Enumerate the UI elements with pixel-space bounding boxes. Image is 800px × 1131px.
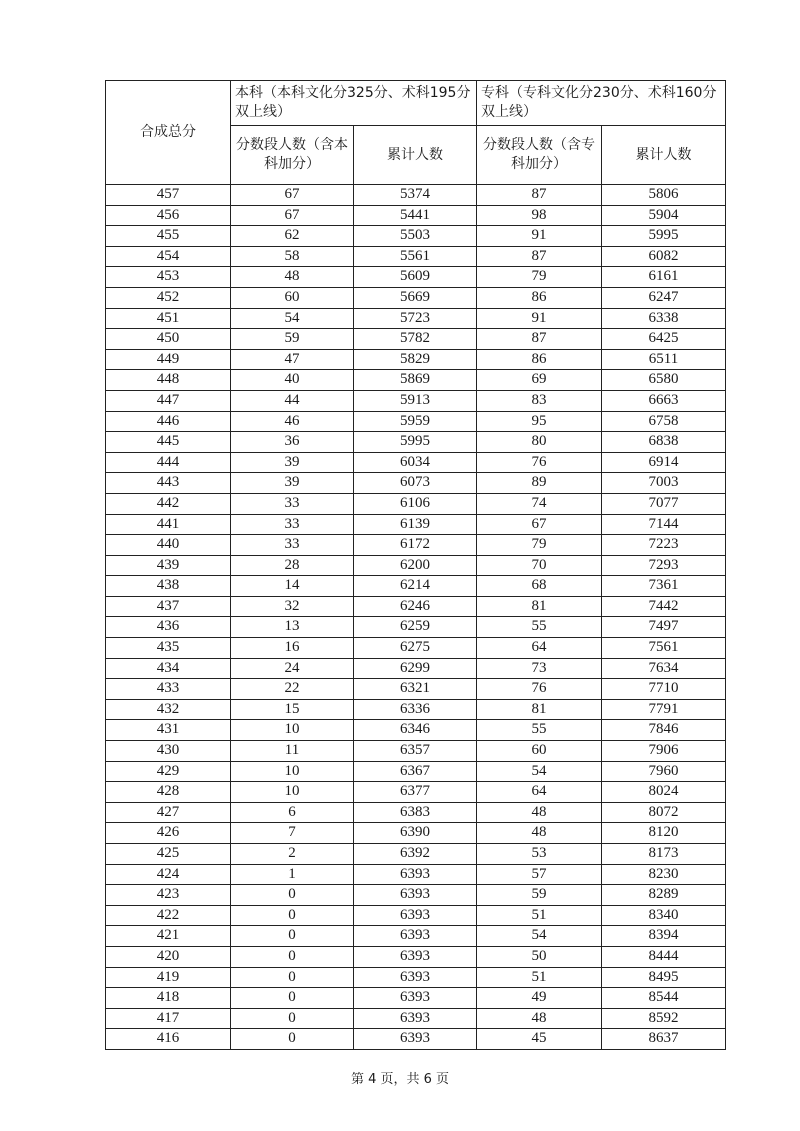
benke-segment-cell: 2	[231, 844, 354, 865]
table-row	[106, 226, 726, 247]
total-score-cell: 441	[106, 514, 231, 535]
total-score-cell: 433	[106, 679, 231, 700]
zhuanke-segment-cell: 45	[477, 1029, 602, 1050]
benke-segment-cell: 14	[231, 576, 354, 597]
zhuanke-segment-cell: 73	[477, 658, 602, 679]
benke-segment-cell: 46	[231, 411, 354, 432]
zhuanke-segment-cell: 87	[477, 246, 602, 267]
zhuanke-cumulative-cell: 8289	[602, 885, 726, 906]
zhuanke-segment-cell: 53	[477, 844, 602, 865]
zhuanke-cumulative-cell: 8024	[602, 782, 726, 803]
zhuanke-cumulative-cell: 7003	[602, 473, 726, 494]
table-row	[106, 246, 726, 267]
table-row	[106, 699, 726, 720]
table-row	[106, 720, 726, 741]
total-score-cell: 443	[106, 473, 231, 494]
benke-segment-cell: 59	[231, 329, 354, 350]
benke-cumulative-cell: 6392	[354, 844, 477, 865]
zhuanke-cumulative-cell: 8230	[602, 864, 726, 885]
table-row	[106, 349, 726, 370]
zhuanke-cumulative-cell: 7846	[602, 720, 726, 741]
table-row	[106, 370, 726, 391]
benke-segment-cell: 60	[231, 287, 354, 308]
benke-segment-cell: 40	[231, 370, 354, 391]
zhuanke-segment-cell: 79	[477, 267, 602, 288]
total-score-cell: 451	[106, 308, 231, 329]
total-score-cell: 420	[106, 946, 231, 967]
benke-segment-cell: 28	[231, 555, 354, 576]
header-zhuanke-segment: 分数段人数（含专科加分）	[477, 126, 602, 185]
total-score-cell: 445	[106, 432, 231, 453]
zhuanke-cumulative-cell: 7960	[602, 761, 726, 782]
page-footer: 第 4 页，共 6 页	[350, 1072, 450, 1087]
zhuanke-segment-cell: 51	[477, 905, 602, 926]
benke-cumulative-cell: 6393	[354, 926, 477, 947]
total-score-cell: 444	[106, 452, 231, 473]
zhuanke-segment-cell: 83	[477, 390, 602, 411]
table-row	[106, 452, 726, 473]
benke-segment-cell: 33	[231, 493, 354, 514]
zhuanke-segment-cell: 57	[477, 864, 602, 885]
zhuanke-segment-cell: 79	[477, 535, 602, 556]
total-score-cell: 448	[106, 370, 231, 391]
zhuanke-cumulative-cell: 7710	[602, 679, 726, 700]
zhuanke-cumulative-cell: 8120	[602, 823, 726, 844]
zhuanke-segment-cell: 81	[477, 699, 602, 720]
total-score-cell: 430	[106, 741, 231, 762]
zhuanke-segment-cell: 76	[477, 679, 602, 700]
table-row	[106, 782, 726, 803]
benke-cumulative-cell: 6346	[354, 720, 477, 741]
benke-segment-cell: 62	[231, 226, 354, 247]
benke-cumulative-cell: 6393	[354, 967, 477, 988]
benke-cumulative-cell: 5441	[354, 205, 477, 226]
benke-cumulative-cell: 6383	[354, 802, 477, 823]
benke-segment-cell: 15	[231, 699, 354, 720]
zhuanke-cumulative-cell: 7293	[602, 555, 726, 576]
table-row	[106, 555, 726, 576]
table-header	[106, 81, 726, 185]
benke-cumulative-cell: 6393	[354, 1029, 477, 1050]
table-row	[106, 617, 726, 638]
benke-cumulative-cell: 5959	[354, 411, 477, 432]
zhuanke-cumulative-cell: 6838	[602, 432, 726, 453]
benke-cumulative-cell: 6393	[354, 885, 477, 906]
benke-cumulative-cell: 6357	[354, 741, 477, 762]
benke-cumulative-cell: 6034	[354, 452, 477, 473]
benke-segment-cell: 67	[231, 205, 354, 226]
zhuanke-cumulative-cell: 8592	[602, 1008, 726, 1029]
table-row	[106, 679, 726, 700]
total-score-cell: 457	[106, 185, 231, 206]
benke-segment-cell: 0	[231, 926, 354, 947]
zhuanke-segment-cell: 70	[477, 555, 602, 576]
zhuanke-cumulative-cell: 5806	[602, 185, 726, 206]
total-score-cell: 417	[106, 1008, 231, 1029]
zhuanke-segment-cell: 49	[477, 988, 602, 1009]
benke-segment-cell: 33	[231, 535, 354, 556]
benke-segment-cell: 13	[231, 617, 354, 638]
benke-cumulative-cell: 6393	[354, 988, 477, 1009]
benke-segment-cell: 10	[231, 782, 354, 803]
total-score-cell: 452	[106, 287, 231, 308]
zhuanke-cumulative-cell: 8340	[602, 905, 726, 926]
total-score-cell: 440	[106, 535, 231, 556]
total-score-cell: 422	[106, 905, 231, 926]
table-row	[106, 1008, 726, 1029]
benke-cumulative-cell: 6073	[354, 473, 477, 494]
zhuanke-cumulative-cell: 8495	[602, 967, 726, 988]
benke-cumulative-cell: 6172	[354, 535, 477, 556]
table-row	[106, 432, 726, 453]
zhuanke-segment-cell: 50	[477, 946, 602, 967]
benke-cumulative-cell: 6200	[354, 555, 477, 576]
table-row	[106, 596, 726, 617]
zhuanke-cumulative-cell: 7497	[602, 617, 726, 638]
total-score-cell: 423	[106, 885, 231, 906]
header-zhuanke-group: 专科（专科文化分230分、术科160分双上线）	[477, 81, 726, 126]
zhuanke-cumulative-cell: 7361	[602, 576, 726, 597]
total-score-cell: 435	[106, 638, 231, 659]
benke-segment-cell: 0	[231, 1029, 354, 1050]
benke-segment-cell: 32	[231, 596, 354, 617]
zhuanke-segment-cell: 86	[477, 349, 602, 370]
total-score-cell: 419	[106, 967, 231, 988]
benke-cumulative-cell: 6367	[354, 761, 477, 782]
benke-segment-cell: 0	[231, 885, 354, 906]
zhuanke-segment-cell: 64	[477, 782, 602, 803]
benke-cumulative-cell: 5561	[354, 246, 477, 267]
zhuanke-segment-cell: 80	[477, 432, 602, 453]
benke-cumulative-cell: 5609	[354, 267, 477, 288]
total-score-cell: 427	[106, 802, 231, 823]
zhuanke-segment-cell: 55	[477, 720, 602, 741]
table-row	[106, 741, 726, 762]
benke-segment-cell: 67	[231, 185, 354, 206]
total-score-cell: 436	[106, 617, 231, 638]
table-body	[106, 185, 726, 1050]
table-row	[106, 473, 726, 494]
benke-segment-cell: 11	[231, 741, 354, 762]
benke-segment-cell: 24	[231, 658, 354, 679]
benke-segment-cell: 36	[231, 432, 354, 453]
zhuanke-cumulative-cell: 8173	[602, 844, 726, 865]
zhuanke-cumulative-cell: 6425	[602, 329, 726, 350]
benke-cumulative-cell: 5869	[354, 370, 477, 391]
benke-segment-cell: 22	[231, 679, 354, 700]
benke-cumulative-cell: 6393	[354, 1008, 477, 1029]
total-score-cell: 447	[106, 390, 231, 411]
table-row	[106, 967, 726, 988]
zhuanke-cumulative-cell: 7906	[602, 741, 726, 762]
total-score-cell: 456	[106, 205, 231, 226]
benke-segment-cell: 54	[231, 308, 354, 329]
zhuanke-segment-cell: 68	[477, 576, 602, 597]
total-score-cell: 428	[106, 782, 231, 803]
benke-cumulative-cell: 5913	[354, 390, 477, 411]
zhuanke-cumulative-cell: 6580	[602, 370, 726, 391]
benke-segment-cell: 10	[231, 761, 354, 782]
header-benke-group: 本科（本科文化分325分、术科195分双上线）	[231, 81, 477, 126]
total-score-cell: 438	[106, 576, 231, 597]
table-row	[106, 844, 726, 865]
benke-cumulative-cell: 5503	[354, 226, 477, 247]
total-score-cell: 416	[106, 1029, 231, 1050]
zhuanke-cumulative-cell: 8444	[602, 946, 726, 967]
total-score-cell: 442	[106, 493, 231, 514]
zhuanke-segment-cell: 55	[477, 617, 602, 638]
zhuanke-segment-cell: 64	[477, 638, 602, 659]
table-row	[106, 329, 726, 350]
total-score-cell: 437	[106, 596, 231, 617]
total-score-cell: 425	[106, 844, 231, 865]
benke-cumulative-cell: 5669	[354, 287, 477, 308]
benke-cumulative-cell: 6336	[354, 699, 477, 720]
zhuanke-cumulative-cell: 7223	[602, 535, 726, 556]
benke-cumulative-cell: 6393	[354, 864, 477, 885]
table-row	[106, 761, 726, 782]
total-score-cell: 432	[106, 699, 231, 720]
total-score-cell: 421	[106, 926, 231, 947]
total-score-cell: 431	[106, 720, 231, 741]
zhuanke-segment-cell: 81	[477, 596, 602, 617]
benke-cumulative-cell: 6299	[354, 658, 477, 679]
benke-segment-cell: 0	[231, 967, 354, 988]
benke-segment-cell: 16	[231, 638, 354, 659]
table-row	[106, 411, 726, 432]
table-row	[106, 267, 726, 288]
benke-segment-cell: 10	[231, 720, 354, 741]
zhuanke-cumulative-cell: 7144	[602, 514, 726, 535]
benke-segment-cell: 0	[231, 905, 354, 926]
table-row	[106, 926, 726, 947]
zhuanke-cumulative-cell: 7561	[602, 638, 726, 659]
total-score-cell: 426	[106, 823, 231, 844]
zhuanke-segment-cell: 74	[477, 493, 602, 514]
zhuanke-cumulative-cell: 6914	[602, 452, 726, 473]
zhuanke-segment-cell: 48	[477, 823, 602, 844]
total-score-cell: 424	[106, 864, 231, 885]
zhuanke-segment-cell: 87	[477, 329, 602, 350]
total-score-cell: 453	[106, 267, 231, 288]
benke-cumulative-cell: 5829	[354, 349, 477, 370]
table-row	[106, 287, 726, 308]
table-row	[106, 535, 726, 556]
table-row	[106, 885, 726, 906]
benke-cumulative-cell: 6259	[354, 617, 477, 638]
benke-segment-cell: 44	[231, 390, 354, 411]
zhuanke-segment-cell: 98	[477, 205, 602, 226]
benke-cumulative-cell: 5723	[354, 308, 477, 329]
zhuanke-segment-cell: 86	[477, 287, 602, 308]
benke-segment-cell: 58	[231, 246, 354, 267]
header-benke-cumulative: 累计人数	[354, 126, 477, 185]
total-score-cell: 455	[106, 226, 231, 247]
zhuanke-cumulative-cell: 7442	[602, 596, 726, 617]
table-row	[106, 658, 726, 679]
zhuanke-segment-cell: 69	[477, 370, 602, 391]
zhuanke-segment-cell: 48	[477, 1008, 602, 1029]
benke-segment-cell: 0	[231, 946, 354, 967]
zhuanke-segment-cell: 54	[477, 926, 602, 947]
benke-cumulative-cell: 6106	[354, 493, 477, 514]
benke-segment-cell: 39	[231, 452, 354, 473]
table-row	[106, 1029, 726, 1050]
table-row	[106, 988, 726, 1009]
zhuanke-cumulative-cell: 6161	[602, 267, 726, 288]
table-row	[106, 205, 726, 226]
zhuanke-segment-cell: 91	[477, 226, 602, 247]
zhuanke-cumulative-cell: 6082	[602, 246, 726, 267]
zhuanke-segment-cell: 87	[477, 185, 602, 206]
zhuanke-cumulative-cell: 8072	[602, 802, 726, 823]
header-total-score: 合成总分	[106, 81, 231, 185]
benke-segment-cell: 33	[231, 514, 354, 535]
zhuanke-cumulative-cell: 8637	[602, 1029, 726, 1050]
benke-cumulative-cell: 6393	[354, 946, 477, 967]
table-row	[106, 390, 726, 411]
total-score-cell: 429	[106, 761, 231, 782]
benke-segment-cell: 0	[231, 988, 354, 1009]
table-row	[106, 185, 726, 206]
zhuanke-cumulative-cell: 7791	[602, 699, 726, 720]
total-score-cell: 439	[106, 555, 231, 576]
benke-segment-cell: 6	[231, 802, 354, 823]
table-row	[106, 514, 726, 535]
zhuanke-segment-cell: 59	[477, 885, 602, 906]
table-row	[106, 864, 726, 885]
zhuanke-cumulative-cell: 5995	[602, 226, 726, 247]
table-row	[106, 802, 726, 823]
table-row	[106, 493, 726, 514]
zhuanke-segment-cell: 95	[477, 411, 602, 432]
benke-cumulative-cell: 6393	[354, 905, 477, 926]
benke-cumulative-cell: 6377	[354, 782, 477, 803]
zhuanke-segment-cell: 54	[477, 761, 602, 782]
table-row	[106, 946, 726, 967]
benke-cumulative-cell: 6390	[354, 823, 477, 844]
zhuanke-cumulative-cell: 8394	[602, 926, 726, 947]
zhuanke-cumulative-cell: 6511	[602, 349, 726, 370]
zhuanke-cumulative-cell: 6338	[602, 308, 726, 329]
benke-cumulative-cell: 5374	[354, 185, 477, 206]
header-zhuanke-cumulative: 累计人数	[602, 126, 726, 185]
benke-segment-cell: 47	[231, 349, 354, 370]
zhuanke-segment-cell: 76	[477, 452, 602, 473]
zhuanke-segment-cell: 91	[477, 308, 602, 329]
zhuanke-cumulative-cell: 8544	[602, 988, 726, 1009]
benke-segment-cell: 1	[231, 864, 354, 885]
table-row	[106, 308, 726, 329]
benke-cumulative-cell: 6321	[354, 679, 477, 700]
benke-cumulative-cell: 6275	[354, 638, 477, 659]
zhuanke-cumulative-cell: 7634	[602, 658, 726, 679]
benke-cumulative-cell: 6214	[354, 576, 477, 597]
zhuanke-segment-cell: 48	[477, 802, 602, 823]
total-score-cell: 454	[106, 246, 231, 267]
benke-segment-cell: 39	[231, 473, 354, 494]
zhuanke-segment-cell: 89	[477, 473, 602, 494]
zhuanke-cumulative-cell: 6758	[602, 411, 726, 432]
header-benke-segment: 分数段人数（含本科加分）	[231, 126, 354, 185]
table-row	[106, 576, 726, 597]
total-score-cell: 434	[106, 658, 231, 679]
score-distribution-table	[105, 80, 726, 1050]
table-row	[106, 638, 726, 659]
table-row	[106, 905, 726, 926]
total-score-cell: 449	[106, 349, 231, 370]
zhuanke-segment-cell: 51	[477, 967, 602, 988]
total-score-cell: 446	[106, 411, 231, 432]
benke-cumulative-cell: 6139	[354, 514, 477, 535]
zhuanke-cumulative-cell: 6663	[602, 390, 726, 411]
benke-cumulative-cell: 6246	[354, 596, 477, 617]
table-row	[106, 823, 726, 844]
benke-segment-cell: 7	[231, 823, 354, 844]
benke-segment-cell: 48	[231, 267, 354, 288]
zhuanke-cumulative-cell: 6247	[602, 287, 726, 308]
zhuanke-cumulative-cell: 5904	[602, 205, 726, 226]
zhuanke-cumulative-cell: 7077	[602, 493, 726, 514]
zhuanke-segment-cell: 60	[477, 741, 602, 762]
total-score-cell: 450	[106, 329, 231, 350]
benke-cumulative-cell: 5995	[354, 432, 477, 453]
zhuanke-segment-cell: 67	[477, 514, 602, 535]
benke-segment-cell: 0	[231, 1008, 354, 1029]
total-score-cell: 418	[106, 988, 231, 1009]
benke-cumulative-cell: 5782	[354, 329, 477, 350]
